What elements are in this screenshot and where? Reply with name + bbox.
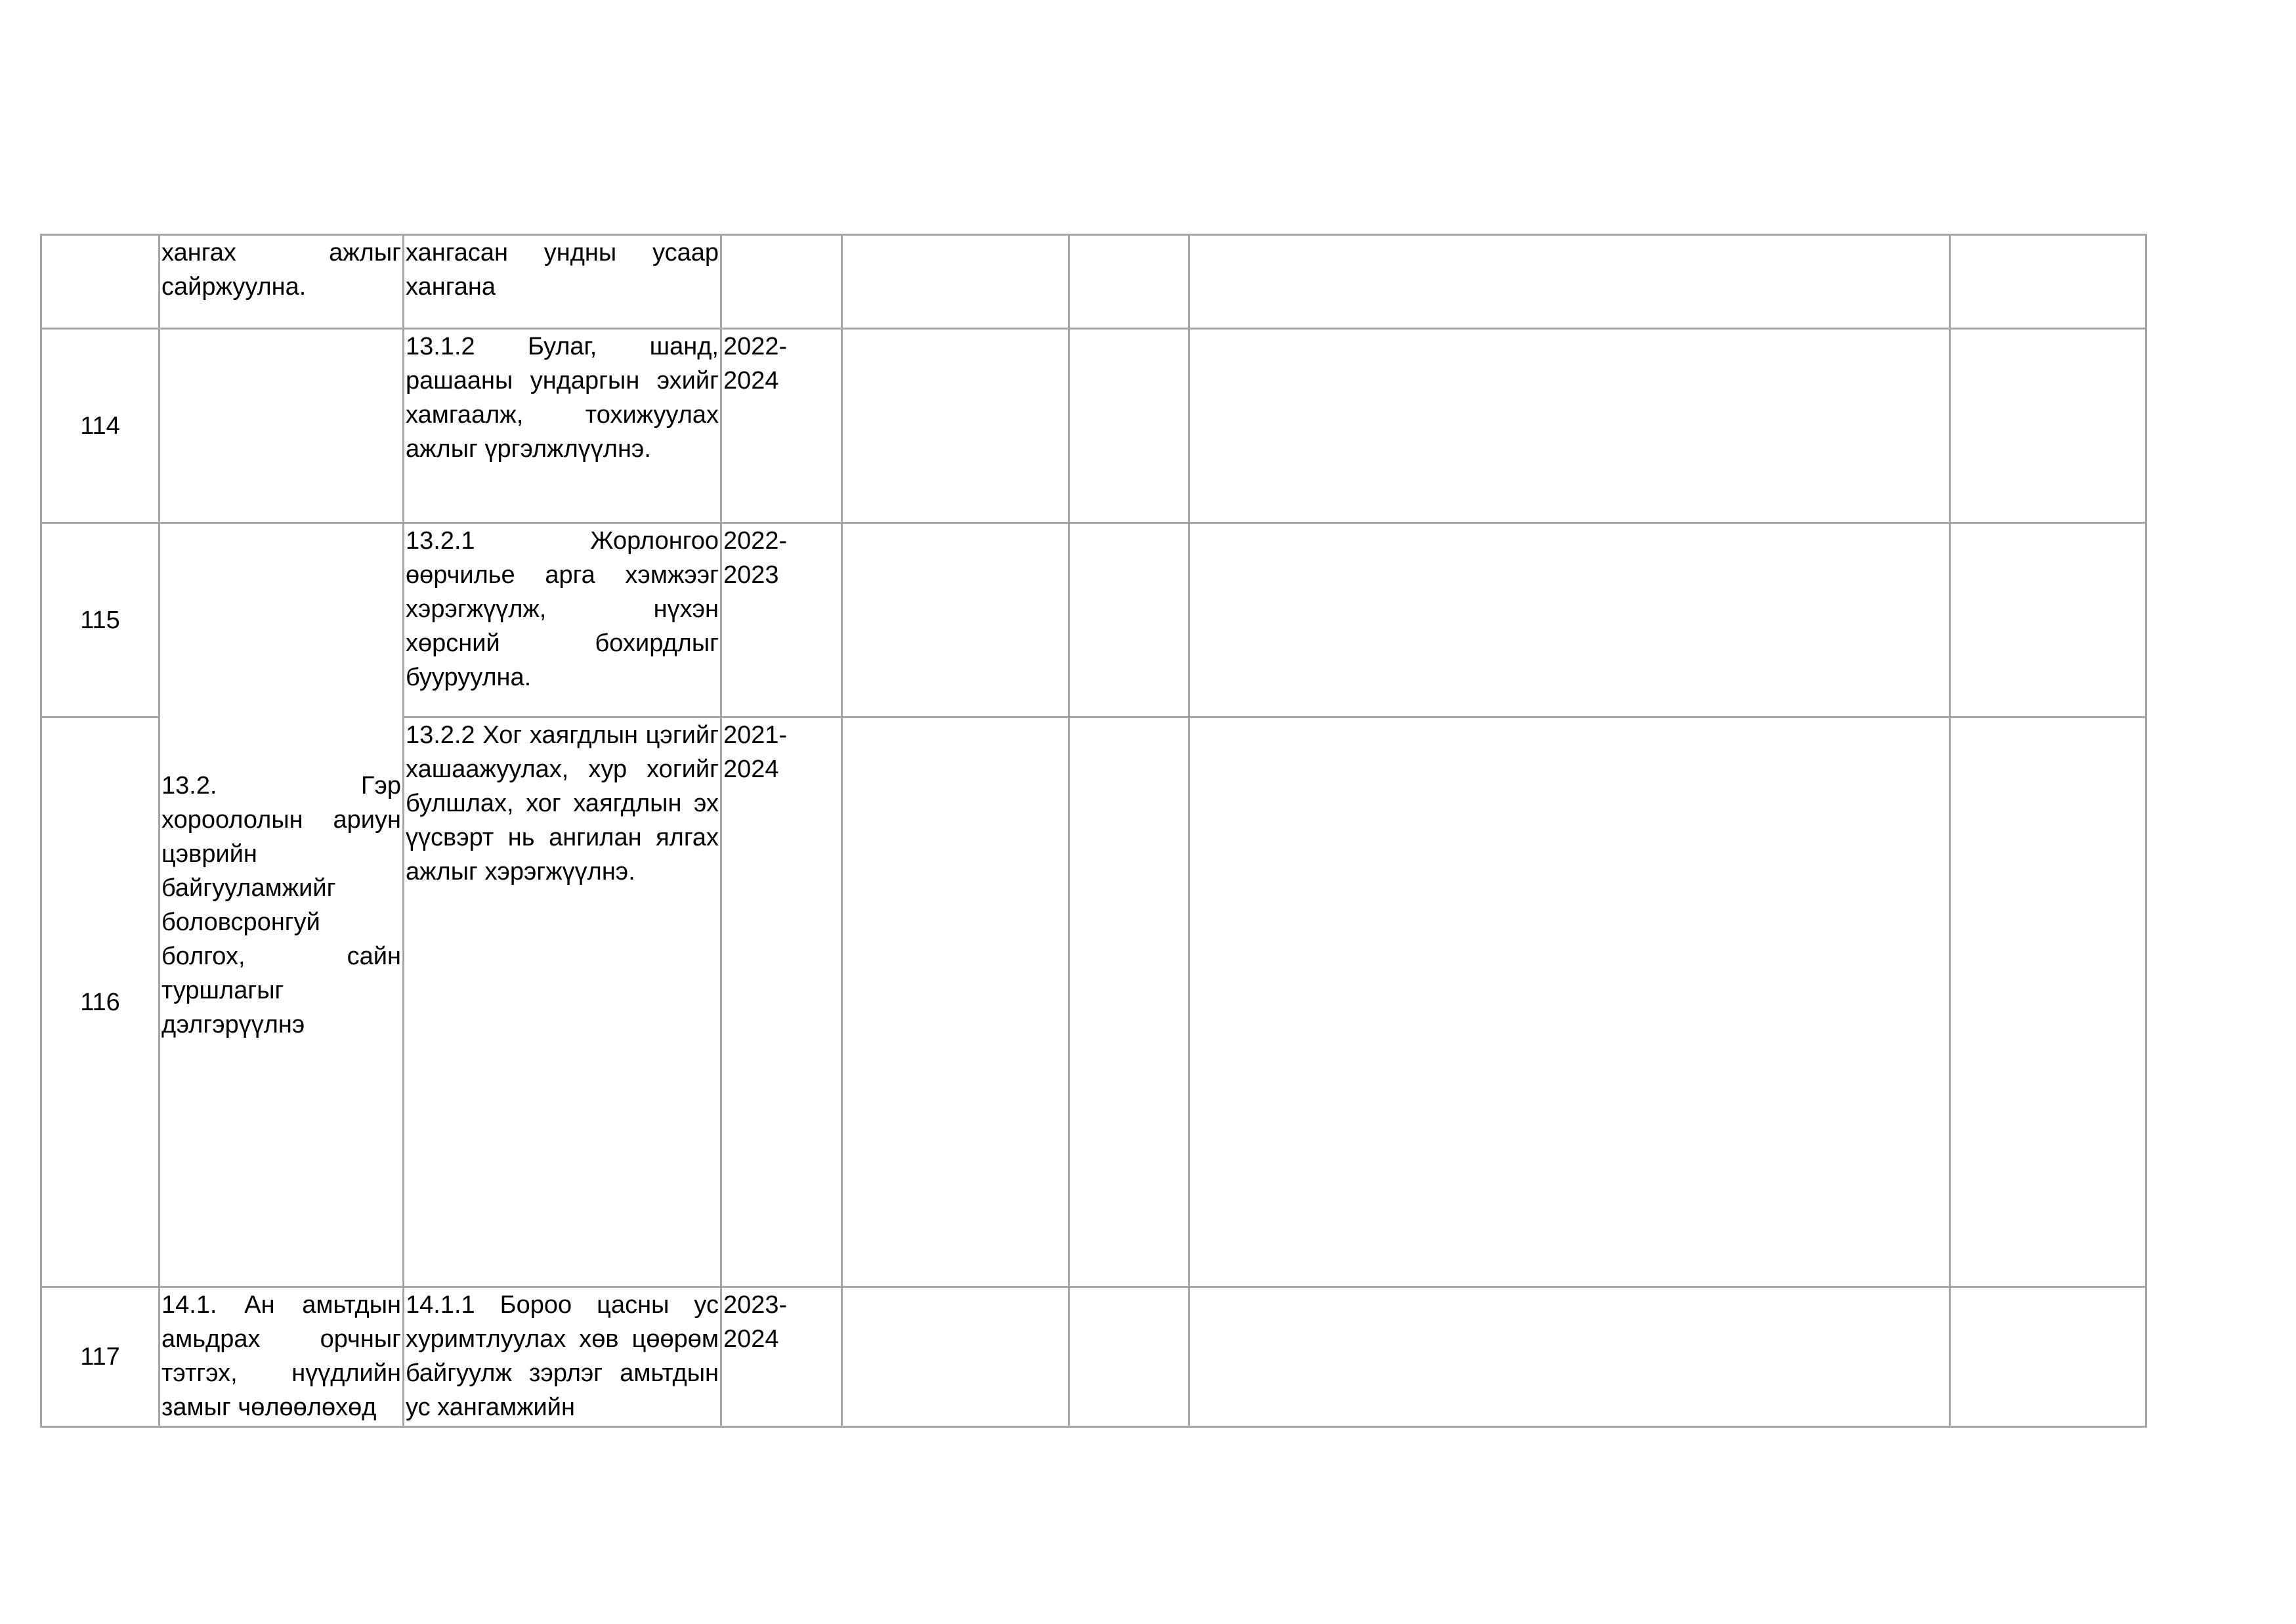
empty-cell <box>1950 523 2146 717</box>
period-text: 2022-2024 <box>723 333 788 395</box>
table-row <box>41 329 2146 523</box>
period-text: 2022-2023 <box>723 527 788 589</box>
empty-cell <box>1069 523 1189 717</box>
empty-cell <box>842 523 1069 717</box>
action-text: 13.2.1 Жорлонгоо өөрчилье арга хэмжээг хэрэгжүүлж, нүхэн хөрсний бохирдлыг бууруулна. <box>406 527 719 691</box>
action-cell <box>404 329 721 523</box>
action-cell <box>404 717 721 1287</box>
empty-cell <box>1950 235 2146 329</box>
empty-cell <box>1189 523 1950 717</box>
table-row <box>41 235 2146 329</box>
action-text: 13.2.2 Хог хаягдлын цэгийг хашаажуулах, хур хогийг булшлах, хог хаягдлын эх үүсвэрт нь ангилан ялгах ажлыг хэрэгжүүлнэ. <box>406 721 719 886</box>
empty-cell <box>1189 717 1950 1287</box>
period-cell <box>721 329 842 523</box>
action-text: 14.1.1 Бороо цасны ус хуримтлуулах хөв цөөрөм байгуулж зэрлэг амьтдын ус хангамжийн <box>406 1291 719 1421</box>
goal-cell <box>159 329 404 523</box>
empty-cell <box>1189 1287 1950 1427</box>
empty-cell <box>1069 1287 1189 1427</box>
table-row <box>41 523 2146 717</box>
goal-text: 14.1. Ан амьтдын амьдрах орчныг тэтгэх, нүүдлийн замыг чөлөөлөхөд <box>161 1291 401 1421</box>
action-cell <box>404 523 721 717</box>
row-number <box>41 235 159 329</box>
empty-cell <box>842 235 1069 329</box>
empty-cell <box>1069 717 1189 1287</box>
row-number: 114 <box>41 329 159 523</box>
empty-cell <box>1069 235 1189 329</box>
period-text: 2023-2024 <box>723 1291 788 1353</box>
empty-cell <box>1950 717 2146 1287</box>
action-text: 13.1.2 Булаг, шанд, рашааны ундаргын эхийг хамгаалж, тохижуулах ажлыг үргэлжлүүлнэ. <box>406 333 719 463</box>
row-number: 116 <box>41 717 159 1287</box>
goal-cell <box>159 523 404 1287</box>
empty-cell <box>842 329 1069 523</box>
goal-text: 13.2. Гэр хороололын ариун цэврийн байгууламжийг боловсронгуй болгох, сайн туршлагыг дэлгэрүүлнэ <box>161 771 401 1038</box>
empty-cell <box>842 717 1069 1287</box>
period-cell <box>721 717 842 1287</box>
action-plan-table <box>40 234 2147 1428</box>
goal-text: хангах ажлыг сайржуулна. <box>161 239 401 301</box>
empty-cell <box>1950 1287 2146 1427</box>
empty-cell <box>1189 235 1950 329</box>
period-text: 2021-2024 <box>723 721 788 783</box>
action-text: хангасан ундны усаар хангана <box>406 239 719 301</box>
row-number: 117 <box>41 1287 159 1427</box>
empty-cell <box>1189 329 1950 523</box>
goal-cell <box>159 1287 404 1427</box>
empty-cell <box>1950 329 2146 523</box>
period-cell <box>721 523 842 717</box>
empty-cell <box>1069 329 1189 523</box>
action-cell <box>404 1287 721 1427</box>
action-cell <box>404 235 721 329</box>
period-cell <box>721 235 842 329</box>
table-row <box>41 1287 2146 1427</box>
row-number: 115 <box>41 523 159 717</box>
goal-cell <box>159 235 404 329</box>
empty-cell <box>842 1287 1069 1427</box>
period-cell <box>721 1287 842 1427</box>
